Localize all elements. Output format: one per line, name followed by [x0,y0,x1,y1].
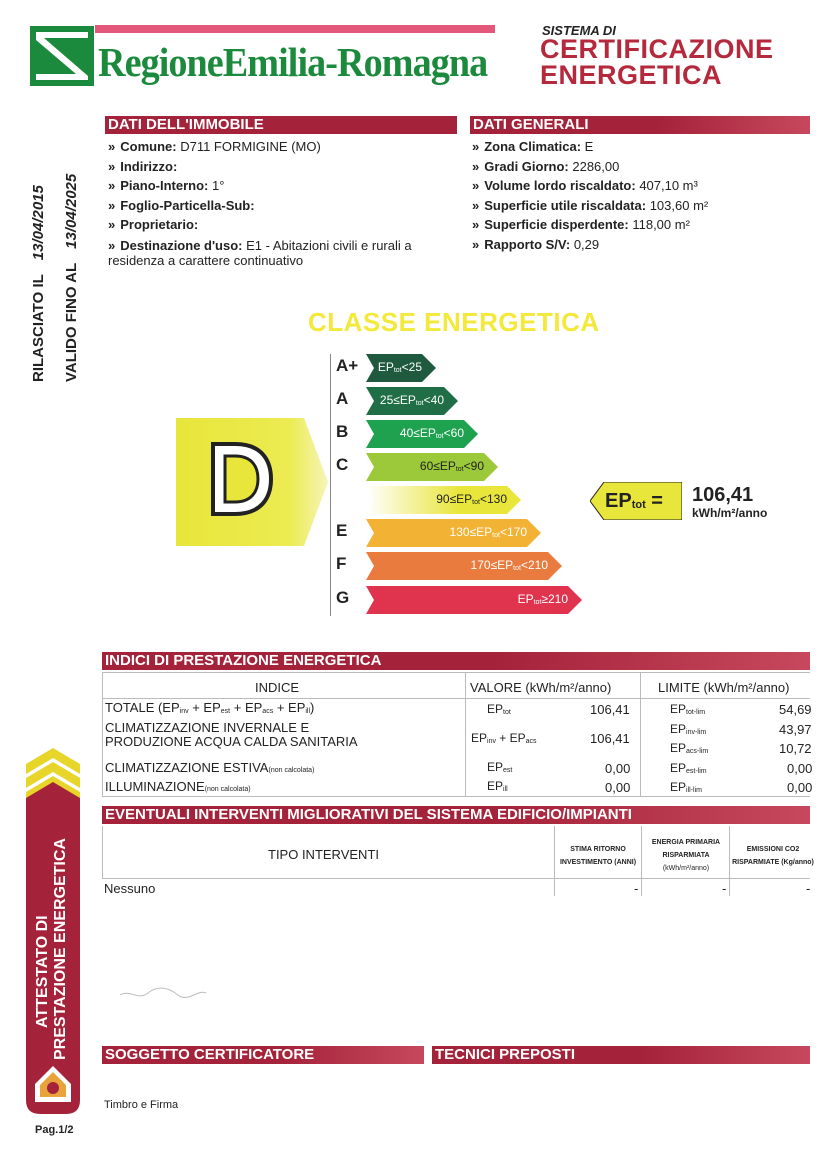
class-letter-a: A [336,389,349,408]
class-scale-divider [330,354,333,616]
class-range-label: $170\le EP_{tot}<210$ [470,558,548,572]
class-bar [366,519,541,547]
class-bar [366,420,478,448]
class-letter-g: G [336,588,350,607]
col-indice: INDICE [255,680,300,695]
ep-ill-lim-symbol: $EP_{ill-lim}$ [670,780,702,794]
row-clim-est: CLIMATIZZAZIONE ESTIVA(non calcolata) [105,760,315,775]
issue-date [30,185,47,382]
divider [729,826,730,896]
current-class-letter [205,438,277,520]
clim-inv-value: 106,41 [590,731,630,746]
signature-mark [118,975,208,1005]
intervento-row-dash: - [722,881,727,896]
col-valore: VALORE (kWh/m²/anno) [470,680,612,695]
ep-tot-symbol: $EP_{tot}$ [487,702,511,716]
page-number: Pag.1/2 [35,1124,74,1136]
list-item: » Volume lordo riscaldato: 407,10 m³ [472,178,698,194]
est-value: 0,00 [605,761,631,776]
row-clim-inv-2: PRODUZIONE ACQUA CALDA SANITARIA [105,734,358,749]
list-item: » Foglio-Particella-Sub: [108,197,255,213]
clim-inv-limit: 43,97 [779,722,812,737]
class-range-label: $60\le EP_{tot}<90$ [419,459,484,473]
class-range-label: $130\le EP_{tot}<170$ [449,525,527,539]
ep-tot-unit: kWh/m²/anno [692,506,768,520]
region-name: RegioneEmilia-Romagna [98,39,488,85]
list-item: » Rapporto S/V: 0,29 [472,236,600,252]
class-bar [366,552,562,580]
list-item: » Superficie disperdente: 118,00 m² [472,217,690,233]
row-clim-inv-1: CLIMATIZZAZIONE INVERNALE E [105,720,310,735]
ep-tot-label: $EP_{tot}$ = [605,490,663,512]
divider [465,672,466,797]
divider [640,672,641,797]
class-range-label: $EP_{tot}<25$ [377,360,422,374]
class-letter-f: F [336,554,347,573]
ep-tot-lim-symbol: $EP_{tot-lim}$ [670,702,706,716]
col-energia: ENERGIA PRIMARIA RISPARMIATA (kWh/m²/anno) [651,839,721,872]
list-item: » Indirizzo: [108,158,178,174]
class-bar [366,486,521,514]
immobile-list [108,137,458,268]
class-range-label: $EP_{tot}\ge 210$ [517,592,568,606]
section-generali-header: DATI GENERALI [470,116,810,134]
ep-inv-acs-symbol: $EP_{inv} + EP_{acs}$ [471,731,537,745]
expiry-date-label: VALIDO FINO AL [63,262,80,382]
class-range-label: $90\le EP_{tot}<130$ [436,492,507,506]
acs-limit: 10,72 [779,741,812,756]
col-limite: LIMITE (kWh/m²/anno) [658,680,790,695]
list-item: » Zona Climatica: E [472,139,594,154]
class-letter-aplus: A+ [336,356,359,375]
class-bar [366,387,458,415]
list-item: » Proprietario: [108,217,199,233]
totale-limit: 54,69 [779,702,812,717]
issue-date-value: 13/04/2015 [30,185,47,261]
class-range-label: $40\le EP_{tot}<60$ [399,426,464,440]
ep-est-lim-symbol: $EP_{est-lim}$ [670,761,707,775]
class-bar [366,354,436,382]
section-interventi-header: EVENTUALI INTERVENTI MIGLIORATIVI DEL SISTEMA EDIFICIO/IMPIANTI [102,806,810,824]
intervento-row-dash: - [634,881,639,896]
col-stima: STIMA RITORNO INVESTIMENTO (ANNI) [559,846,637,866]
class-letter-b: B [336,422,349,441]
divider [554,826,555,896]
ep-acs-lim-symbol: $EP_{acs-lim}$ [670,741,709,755]
est-limit: 0,00 [787,761,813,776]
section-soggetto-header: SOGGETTO CERTIFICATORE [102,1046,424,1064]
issue-date-label: RILASCIATO IL [30,274,47,382]
class-bar [366,586,582,614]
divider [102,826,103,878]
expiry-date-value: 13/04/2025 [63,173,80,249]
ep-ill-symbol: $EP_{ill}$ [487,779,508,793]
intervento-row-dash: - [806,881,811,896]
list-item: » Superficie utile riscaldata: 103,60 m² [472,197,709,213]
energy-class-title: CLASSE ENERGETICA [308,307,600,337]
class-bar [366,453,498,481]
divider [102,672,103,797]
divider [102,796,810,797]
system-label: SISTEMA DI [542,23,616,38]
list-item: » Gradi Giorno: 2286,00 [472,158,620,174]
class-letter-e: E [336,521,348,540]
list-item: » Piano-Interno: 1° [108,178,225,194]
stamp-signature-label: Timbro e Firma [104,1099,179,1111]
row-totale-label: TOTALE $(EP_{inv} + EP_{est} + EP_{acs} + EP_{ill})$ [105,700,315,715]
ep-tot-value: 106,41 [692,484,754,506]
divider [102,672,810,673]
intervento-row-name: Nessuno [104,881,156,896]
expiry-date [63,174,80,382]
col-emissioni: EMISSIONI CO2 RISPARMIATE (Kg/anno) [732,846,814,866]
class-range-label: $25\le EP_{tot}<40$ [379,393,444,407]
list-item-cont: residenza a carattere continuativo [108,252,304,268]
col-tipo: TIPO INTERVENTI [268,847,379,862]
totale-value: 106,41 [590,702,630,717]
generali-list [472,137,802,255]
region-logo-icon [30,26,94,86]
certificate-badge-text: ATTESTATO DI PRESTAZIONE ENERGETICA [34,838,69,1060]
list-item: » Destinazione d'uso: E1 - Abitazioni civili e rurali a [108,237,412,253]
system-title-1: CERTIFICAZIONE [540,34,774,64]
row-illum: ILLUMINAZIONE(non calcolata) [105,779,251,794]
class-letter-c: C [336,455,349,474]
ep-est-symbol: $EP_{est}$ [487,760,513,774]
list-item: » Comune: D711 FORMIGINE (MO) [108,139,321,154]
section-immobile-header: DATI DELL'IMMOBILE [105,116,457,134]
header-accent-bar [95,25,495,33]
section-tecnici-header: TECNICI PREPOSTI [432,1046,810,1064]
system-title-2: ENERGETICA [540,60,723,90]
ill-limit: 0,00 [787,780,813,795]
divider [102,698,810,699]
ill-value: 0,00 [605,780,631,795]
ep-inv-lim-symbol: $EP_{inv-lim}$ [670,722,707,736]
divider [641,826,642,896]
section-indici-header: INDICI DI PRESTAZIONE ENERGETICA [102,652,810,670]
divider [102,878,810,879]
